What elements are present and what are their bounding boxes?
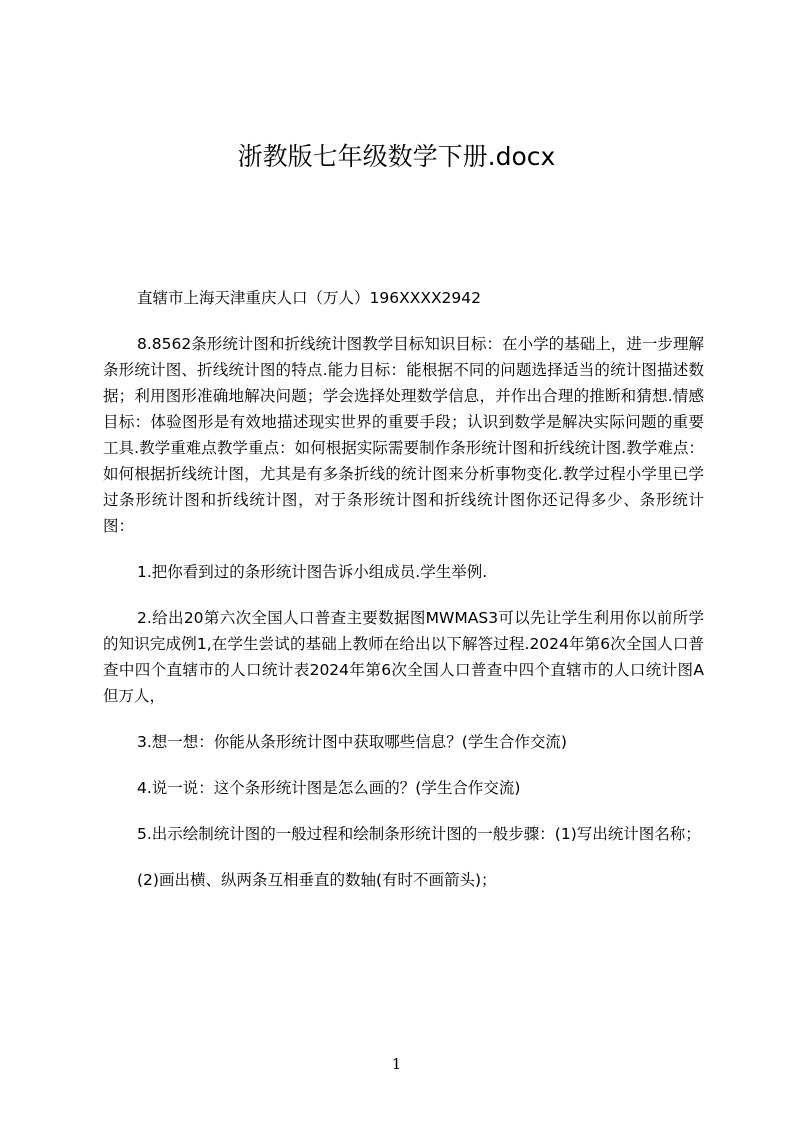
paragraph-step-5: 5.出示绘制统计图的一般过程和绘制条形统计图的一般步骤：(1)写出统计图名称； <box>137 825 701 843</box>
paragraph-step-3: 3.想一想：你能从条形统计图中获取哪些信息？(学生合作交流) <box>137 733 567 751</box>
paragraph-teaching-objectives: 8.8562条形统计图和折线统计图教学目标知识目标：在小学的基础上，进一步理解条形统计图、折线统计图的特点.能力目标：能根据不同的问题选择适当的统计图描述数据；利用图形准确地解决问题；学会选择处理数学信息，并作出合理的推断和猜想.情感目标：体验图形是有效地描述现实世界的重要手段；认识到数学是解决实际问题的重要工具.教学重难点教学重点：如何根据实际需要制作条形统计图和折线统计图.教学难点：如何根据折线统计图，尤其是有多条折线的统计图来分析事物变化.教学过程小学里已学过条形统计图和折线统计图，对于条形统计图和折线统计图你还记得多少、条形统计图： <box>103 335 704 535</box>
paragraph-population-header: 直辖市上海天津重庆人口（万人）196XXXX2942 <box>137 289 482 307</box>
document-body <box>103 285 704 913</box>
page-number: 1 <box>391 1055 402 1073</box>
paragraph-step-4: 4.说一说：这个条形统计图是怎么画的？(学生合作交流) <box>137 779 521 797</box>
paragraph-step-5-2: (2)画出横、纵两条互相垂直的数轴(有时不画箭头)； <box>137 871 497 889</box>
paragraph-step-2: 2.给出20第六次全国人口普查主要数据图MWMAS3可以先让学生利用你以前所学的知识完成例1,在学生尝试的基础上教师在给出以下解答过程.2024年第6次全国人口普查中四个直辖市的人口统计表2024年第6次全国人口普查中四个直辖市的人口统计图A但万人， <box>103 609 704 705</box>
paragraph-step-1: 1.把你看到过的条形统计图告诉小组成员.学生举例. <box>137 563 488 581</box>
document-title: 浙教版七年级数学下册.docx <box>237 142 556 171</box>
